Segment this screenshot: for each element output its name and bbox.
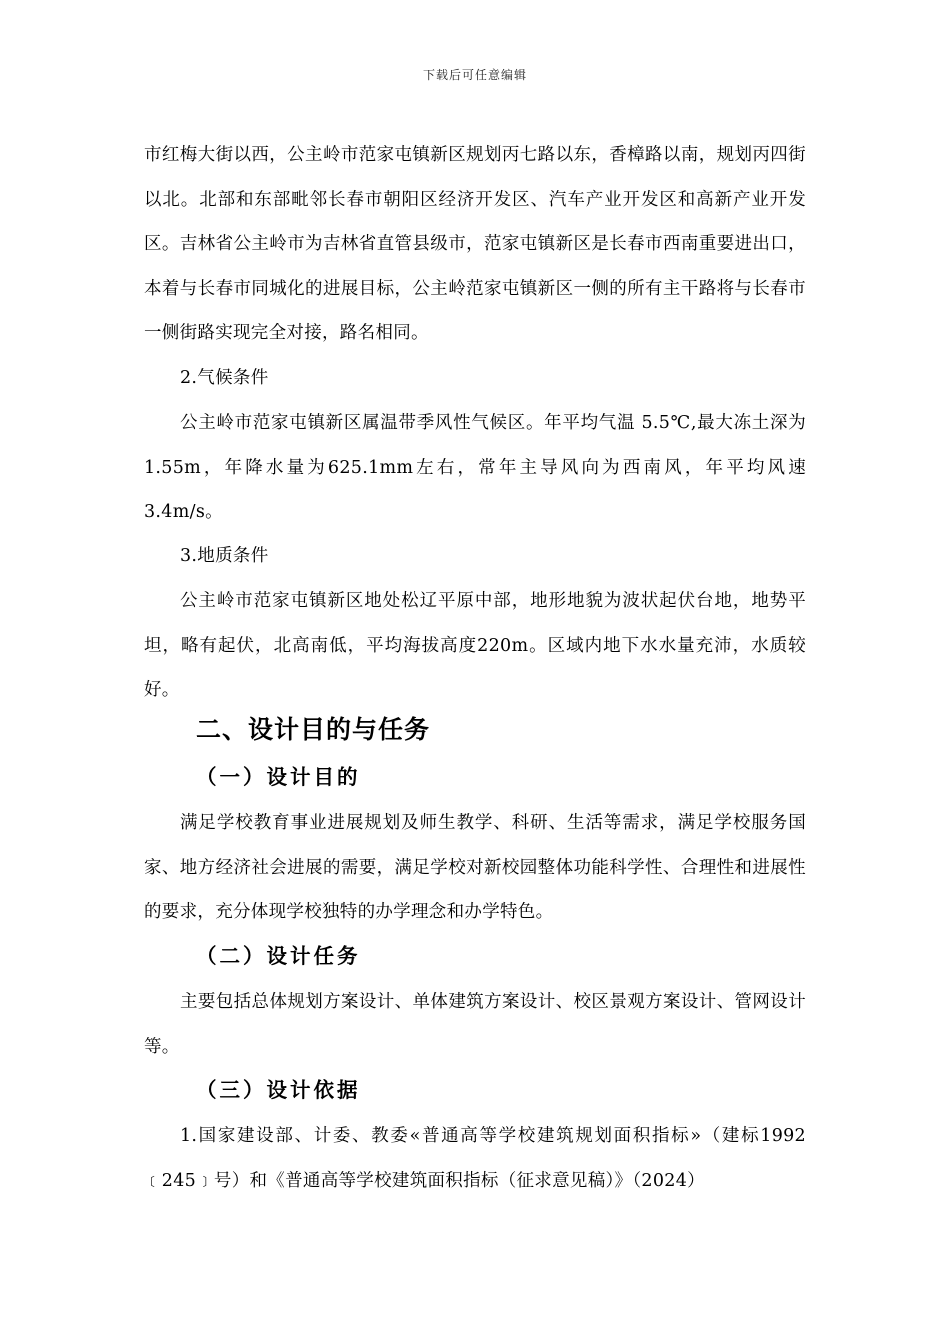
task-paragraph: 主要包括总体规划方案设计、单体建筑方案设计、校区景观方案设计、管网设计等。 [144,992,806,1057]
climate-paragraph: 公主岭市范家屯镇新区属温带季风性气候区。年平均气温 5.5℃,最大冻土深为1.55m，年降水量为625.1mm左右，常年主导风向为西南风，年平均风速3.4m/s。 [144,413,806,522]
geology-heading: 3.地质条件 [180,546,269,566]
section-title: 二、设计目的与任务 [196,715,431,744]
header-watermark: 下载后可任意编辑 [422,68,527,82]
location-paragraph: 市红梅大街以西，公主岭市范家屯镇新区规划丙七路以东，香樟路以南，规划丙四街以北。北部和东部毗邻长春市朝阳区经济开发区、汽车产业开发区和高新产业开发区。吉林省公主岭市为吉林省直管县级市，范家屯镇新区是长春市西南重要进出口，本着与长春市同城化的进展目标，公主岭范家屯镇新区一侧的所有主干路将与长春市一侧街路实现完全对接，路名相同。 [144,145,806,343]
climate-heading: 2.气候条件 [180,368,269,388]
basis-heading: （三）设计依据 [196,1078,361,1102]
geology-paragraph: 公主岭市范家屯镇新区地处松辽平原中部，地形地貌为波状起伏台地，地势平坦，略有起伏，北高南低，平均海拔高度220m。区域内地下水水量充沛，水质较好。 [144,591,806,700]
basis-paragraph: 1.国家建设部、计委、教委«普通高等学校建筑规划面积指标»（建标1992﹝245﹞号）和《普通高等学校建筑面积指标（征求意见稿）》（2024） [144,1126,806,1191]
goal-paragraph: 满足学校教育事业进展规划及师生教学、科研、生活等需求，满足学校服务国家、地方经济社会进展的需要，满足学校对新校园整体功能科学性、合理性和进展性的要求，充分体现学校独特的办学理念和办学特色。 [144,813,806,922]
goal-heading: （一）设计目的 [196,765,361,789]
task-heading: （二）设计任务 [196,944,361,968]
